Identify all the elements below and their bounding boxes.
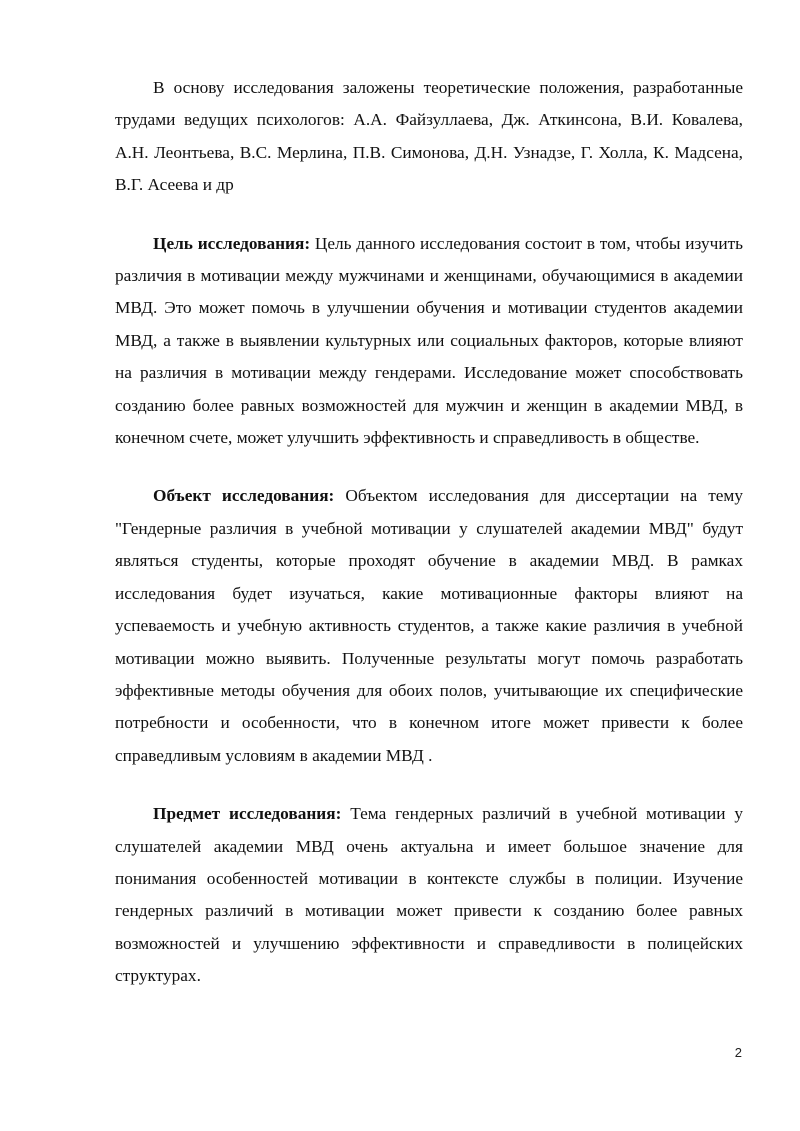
paragraph-theoretical-basis [115,72,743,202]
paragraph-heading: Объект исследования: [153,486,335,506]
document-body [115,72,743,1019]
paragraph-text: В основу исследования заложены теоретические положения, разработанные трудами ведущих психологов: А.А. Файзуллаева, Дж. Аткинсона, В.И. Ковалева, А.Н. Леонтьева, В.С. Мерлина, П.В. Симонова, Д.Н. Узнадзе, Г. Холла, К. Мадсена, В.Г. Асеева и др [115,78,743,195]
paragraph-text: Цель данного исследования состоит в том, чтобы изучить различия в мотивации между мужчинами и женщинами, обучающимися в академии МВД. Это может помочь в улучшении обучения и мотивации студентов академии МВД, а также в выявлении культурных или социальных факторов, которые влияют на различия в мотивации между гендерами. Исследование может способствовать созданию более равных возможностей для мужчин и женщин в академии МВД, в конечном счете, может улучшить эффективность и справедливость в обществе. [115,233,743,448]
paragraph-research-object [115,480,743,772]
paragraph-research-goal [115,228,743,455]
paragraph-text: Тема гендерных различий в учебной мотивации у слушателей академии МВД очень актуальна и имеет большое значение для понимания особенностей мотивации в контексте службы в полиции. Изучение гендерных различий в мотивации может привести к созданию более равных возможностей и улучшению эффективности и справедливости в полицейских структурах. [115,804,743,986]
paragraph-heading: Предмет исследования: [153,804,342,824]
paragraph-research-subject [115,798,743,992]
page-number: 2 [734,1045,742,1060]
paragraph-heading: Цель исследования: [153,233,311,253]
paragraph-text: Объектом исследования для диссертации на тему "Гендерные различия в учебной мотивации у слушателей академии МВД" будут являться студенты, которые проходят обучение в академии МВД. В рамках исследования будет изучаться, какие мотивационные факторы влияют на успеваемость и учебную активность студентов, а также какие различия в учебной мотивации можно выявить. Полученные результаты могут помочь разработать эффективные методы обучения для обоих полов, учитывающие их специфические потребности и особенности, что в конечном итоге может привести к более справедливым условиям в академии МВД . [115,486,743,765]
